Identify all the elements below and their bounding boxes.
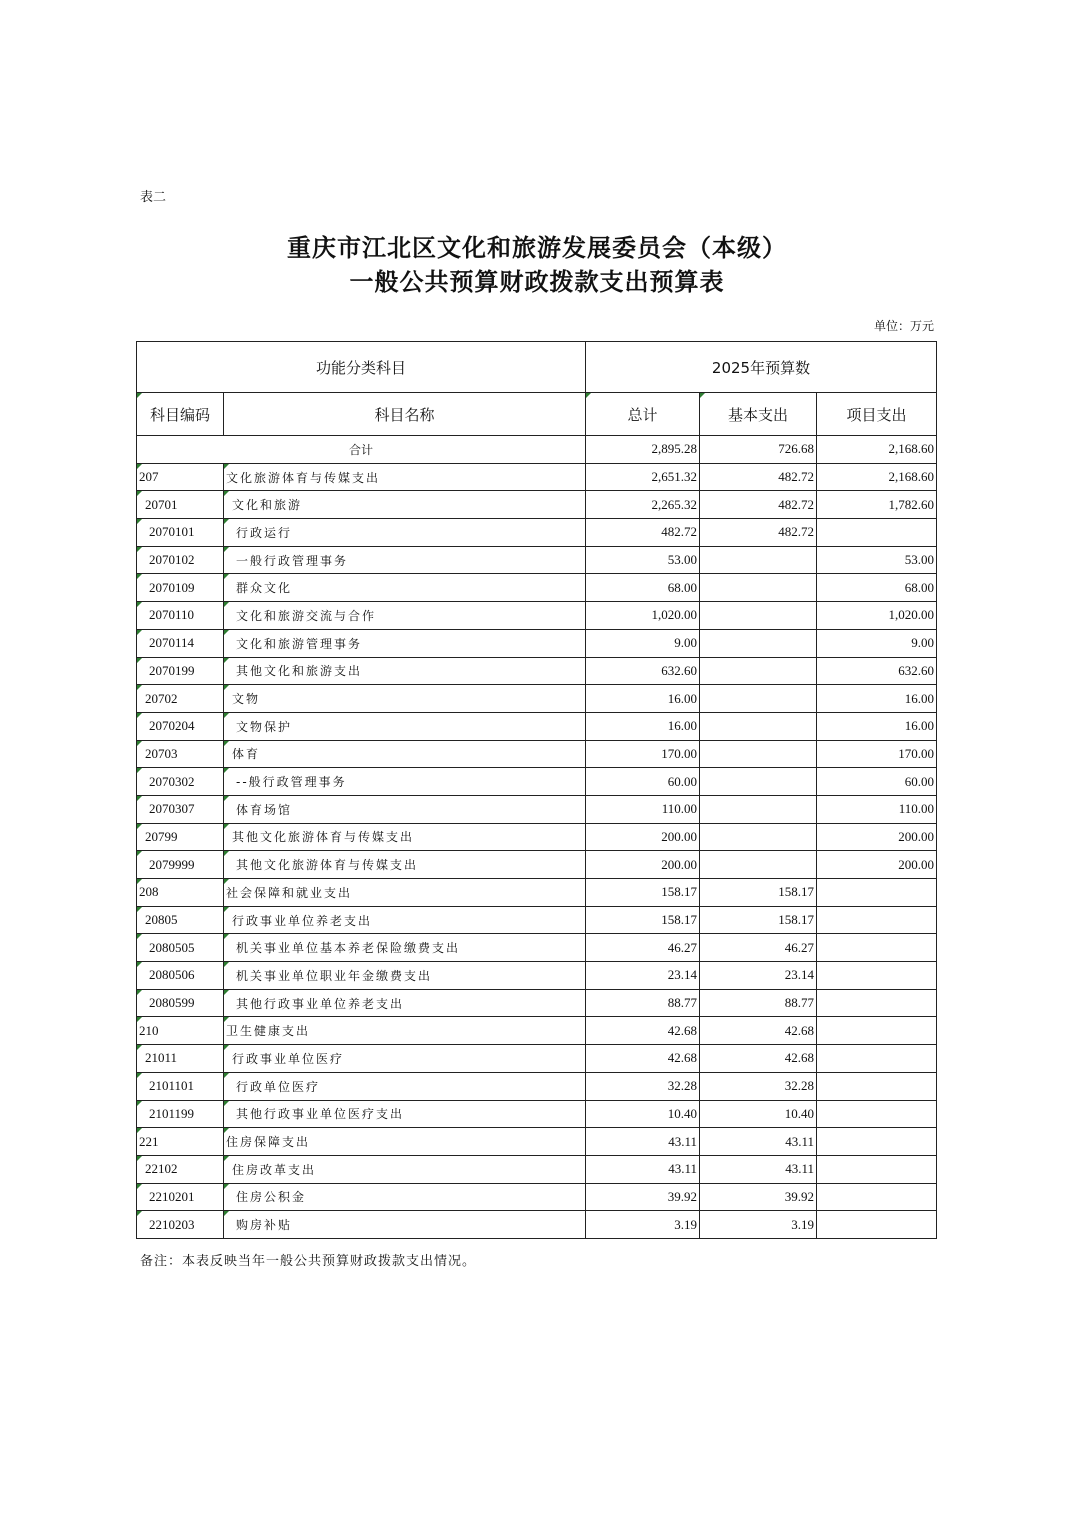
total-project: 2,168.60 — [817, 436, 937, 464]
row-total: 170.00 — [586, 740, 700, 768]
row-total: 88.77 — [586, 989, 700, 1017]
table-row — [137, 1045, 937, 1073]
row-basic: 482.72 — [700, 491, 817, 519]
row-code: 2070109 — [137, 574, 224, 602]
row-code: 2070102 — [137, 546, 224, 574]
row-basic — [700, 823, 817, 851]
row-name: 机关事业单位基本养老保险缴费支出 — [224, 934, 586, 962]
row-code: 2070114 — [137, 629, 224, 657]
row-basic: 23.14 — [700, 962, 817, 990]
unit-label: 单位：万元 — [873, 319, 934, 333]
row-code: 2070307 — [137, 795, 224, 823]
row-code: 20799 — [137, 823, 224, 851]
row-project — [817, 1100, 937, 1128]
row-code: 20805 — [137, 906, 224, 934]
row-basic — [700, 657, 817, 685]
header-total: 总计 — [586, 393, 700, 436]
row-total: 42.68 — [586, 1017, 700, 1045]
row-name: 机关事业单位职业年金缴费支出 — [224, 962, 586, 990]
table-row — [137, 602, 937, 630]
row-total: 3.19 — [586, 1211, 700, 1239]
row-code: 2210203 — [137, 1211, 224, 1239]
table-row — [137, 463, 937, 491]
row-code: 2210201 — [137, 1183, 224, 1211]
row-project — [817, 906, 937, 934]
row-basic — [700, 768, 817, 796]
row-project — [817, 1072, 937, 1100]
row-basic: 3.19 — [700, 1211, 817, 1239]
row-name: 文物保护 — [224, 712, 586, 740]
row-total: 43.11 — [586, 1155, 700, 1183]
row-name: 文物 — [224, 685, 586, 713]
row-project: 53.00 — [817, 546, 937, 574]
row-project — [817, 519, 937, 547]
row-basic: 482.72 — [700, 463, 817, 491]
row-basic: 158.17 — [700, 879, 817, 907]
header-budget-year: 2025年预算数 — [586, 342, 937, 393]
header-name: 科目名称 — [224, 393, 586, 436]
row-total: 482.72 — [586, 519, 700, 547]
row-total: 158.17 — [586, 906, 700, 934]
row-name: --般行政管理事务 — [224, 768, 586, 796]
header-code: 科目编码 — [137, 393, 224, 436]
row-basic: 43.11 — [700, 1155, 817, 1183]
total-row — [137, 436, 937, 464]
row-basic: 482.72 — [700, 519, 817, 547]
table-row — [137, 989, 937, 1017]
row-total: 2,265.32 — [586, 491, 700, 519]
row-total: 16.00 — [586, 712, 700, 740]
row-project — [817, 879, 937, 907]
row-basic — [700, 546, 817, 574]
row-total: 16.00 — [586, 685, 700, 713]
row-code: 2101101 — [137, 1072, 224, 1100]
row-total: 10.40 — [586, 1100, 700, 1128]
row-code: 2080506 — [137, 962, 224, 990]
row-name: 其他行政事业单位医疗支出 — [224, 1100, 586, 1128]
row-name: 其他文化旅游体育与传媒支出 — [224, 823, 586, 851]
table-row — [137, 768, 937, 796]
table-row — [137, 1017, 937, 1045]
row-code: 2070204 — [137, 712, 224, 740]
row-name: 住房改革支出 — [224, 1155, 586, 1183]
table-row — [137, 851, 937, 879]
row-total: 60.00 — [586, 768, 700, 796]
row-code: 221 — [137, 1128, 224, 1156]
row-code: 208 — [137, 879, 224, 907]
total-label: 合计 — [137, 436, 586, 464]
row-code: 2079999 — [137, 851, 224, 879]
row-code: 2070101 — [137, 519, 224, 547]
row-basic — [700, 629, 817, 657]
row-code: 2080599 — [137, 989, 224, 1017]
row-name: 体育场馆 — [224, 795, 586, 823]
row-project: 200.00 — [817, 851, 937, 879]
table-row — [137, 1100, 937, 1128]
row-code: 20702 — [137, 685, 224, 713]
table-row — [137, 962, 937, 990]
row-total: 158.17 — [586, 879, 700, 907]
row-total: 632.60 — [586, 657, 700, 685]
row-basic: 158.17 — [700, 906, 817, 934]
row-code: 21011 — [137, 1045, 224, 1073]
row-project — [817, 1183, 937, 1211]
row-name: 其他文化和旅游支出 — [224, 657, 586, 685]
row-project: 632.60 — [817, 657, 937, 685]
row-name: 其他行政事业单位养老支出 — [224, 989, 586, 1017]
row-project: 1,782.60 — [817, 491, 937, 519]
row-total: 32.28 — [586, 1072, 700, 1100]
row-basic: 42.68 — [700, 1017, 817, 1045]
table-row — [137, 795, 937, 823]
page-subtitle: 一般公共预算财政拨款支出预算表 — [349, 267, 725, 296]
row-name: 文化和旅游管理事务 — [224, 629, 586, 657]
table-row — [137, 657, 937, 685]
row-project — [817, 989, 937, 1017]
table-row — [137, 629, 937, 657]
row-name: 行政单位医疗 — [224, 1072, 586, 1100]
table-row — [137, 491, 937, 519]
header-basic: 基本支出 — [700, 393, 817, 436]
table-row — [137, 1211, 937, 1239]
table-row — [137, 685, 937, 713]
row-total: 200.00 — [586, 823, 700, 851]
row-basic — [700, 795, 817, 823]
table-row — [137, 712, 937, 740]
row-project — [817, 1017, 937, 1045]
header-row-group — [137, 342, 937, 393]
row-project — [817, 1211, 937, 1239]
table-row — [137, 1183, 937, 1211]
row-basic — [700, 712, 817, 740]
row-total: 39.92 — [586, 1183, 700, 1211]
row-name: 体育 — [224, 740, 586, 768]
row-name: 群众文化 — [224, 574, 586, 602]
row-project — [817, 1045, 937, 1073]
row-name: 文化和旅游 — [224, 491, 586, 519]
row-total: 9.00 — [586, 629, 700, 657]
page-title: 重庆市江北区文化和旅游发展委员会（本级） — [287, 233, 787, 262]
header-project: 项目支出 — [817, 393, 937, 436]
budget-table — [136, 341, 937, 1239]
row-project: 170.00 — [817, 740, 937, 768]
row-basic — [700, 574, 817, 602]
row-name: 一般行政管理事务 — [224, 546, 586, 574]
row-project: 9.00 — [817, 629, 937, 657]
row-code: 2070199 — [137, 657, 224, 685]
table-row — [137, 546, 937, 574]
row-code: 20701 — [137, 491, 224, 519]
table-row — [137, 740, 937, 768]
row-project: 200.00 — [817, 823, 937, 851]
row-basic: 42.68 — [700, 1045, 817, 1073]
row-total: 43.11 — [586, 1128, 700, 1156]
table-row — [137, 1072, 937, 1100]
row-total: 110.00 — [586, 795, 700, 823]
row-basic — [700, 740, 817, 768]
header-row-columns — [137, 393, 937, 436]
table-row — [137, 906, 937, 934]
row-name: 住房公积金 — [224, 1183, 586, 1211]
row-total: 2,651.32 — [586, 463, 700, 491]
row-name: 行政事业单位养老支出 — [224, 906, 586, 934]
table-row — [137, 879, 937, 907]
row-name: 其他文化旅游体育与传媒支出 — [224, 851, 586, 879]
row-code: 2070302 — [137, 768, 224, 796]
total-basic: 726.68 — [700, 436, 817, 464]
row-basic — [700, 685, 817, 713]
row-name: 卫生健康支出 — [224, 1017, 586, 1045]
row-basic: 43.11 — [700, 1128, 817, 1156]
table-row — [137, 574, 937, 602]
table-row — [137, 823, 937, 851]
row-basic: 10.40 — [700, 1100, 817, 1128]
table-row — [137, 519, 937, 547]
row-code: 2070110 — [137, 602, 224, 630]
row-project — [817, 962, 937, 990]
row-code: 2080505 — [137, 934, 224, 962]
row-project: 16.00 — [817, 712, 937, 740]
row-total: 42.68 — [586, 1045, 700, 1073]
row-total: 23.14 — [586, 962, 700, 990]
row-total: 53.00 — [586, 546, 700, 574]
row-code: 210 — [137, 1017, 224, 1045]
table-row — [137, 1155, 937, 1183]
row-name: 文化旅游体育与传媒支出 — [224, 463, 586, 491]
row-code: 20703 — [137, 740, 224, 768]
row-code: 207 — [137, 463, 224, 491]
row-project: 110.00 — [817, 795, 937, 823]
row-code: 2101199 — [137, 1100, 224, 1128]
footnote: 备注：本表反映当年一般公共预算财政拨款支出情况。 — [140, 1254, 477, 1269]
table-row — [137, 934, 937, 962]
row-basic: 32.28 — [700, 1072, 817, 1100]
row-name: 行政运行 — [224, 519, 586, 547]
row-name: 购房补贴 — [224, 1211, 586, 1239]
total-sum: 2,895.28 — [586, 436, 700, 464]
row-project — [817, 1155, 937, 1183]
row-total: 1,020.00 — [586, 602, 700, 630]
row-code: 22102 — [137, 1155, 224, 1183]
row-project: 16.00 — [817, 685, 937, 713]
row-basic — [700, 602, 817, 630]
row-project: 68.00 — [817, 574, 937, 602]
row-project — [817, 1128, 937, 1156]
row-project: 1,020.00 — [817, 602, 937, 630]
row-total: 200.00 — [586, 851, 700, 879]
header-functional-category: 功能分类科目 — [137, 342, 586, 393]
row-project — [817, 934, 937, 962]
row-basic: 46.27 — [700, 934, 817, 962]
row-name: 社会保障和就业支出 — [224, 879, 586, 907]
table-row — [137, 1128, 937, 1156]
row-total: 46.27 — [586, 934, 700, 962]
row-name: 行政事业单位医疗 — [224, 1045, 586, 1073]
row-basic: 39.92 — [700, 1183, 817, 1211]
row-basic — [700, 851, 817, 879]
row-name: 文化和旅游交流与合作 — [224, 602, 586, 630]
row-name: 住房保障支出 — [224, 1128, 586, 1156]
row-basic: 88.77 — [700, 989, 817, 1017]
row-project: 60.00 — [817, 768, 937, 796]
row-project: 2,168.60 — [817, 463, 937, 491]
row-total: 68.00 — [586, 574, 700, 602]
table-label: 表二 — [140, 190, 167, 205]
